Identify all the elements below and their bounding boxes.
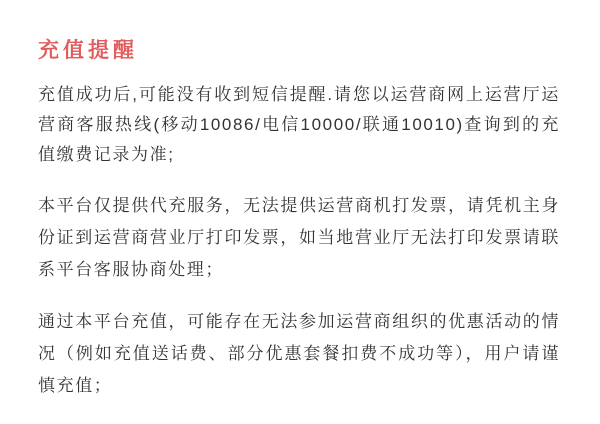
notice-paragraph-promotions: 通过本平台充值，可能存在无法参加运营商组织的优惠活动的情况（例如充值送话费、部分优惠套餐扣费不成功等），用户请谨慎充值；: [38, 312, 560, 395]
notice-paragraph-sms-reminder: 充值成功后,可能没有收到短信提醒.请您以运营商网上运营厅运营商客服热线(移动10086/电信10000/联通10010)查询到的充值缴费记录为准;: [38, 85, 560, 164]
notice-paragraph-invoice: 本平台仅提供代充服务，无法提供运营商机打发票，请凭机主身份证到运营商营业厅打印发票，如当地营业厅无法打印发票请联系平台客服协商处理；: [38, 196, 560, 279]
page-title: 充值提醒: [38, 39, 138, 62]
